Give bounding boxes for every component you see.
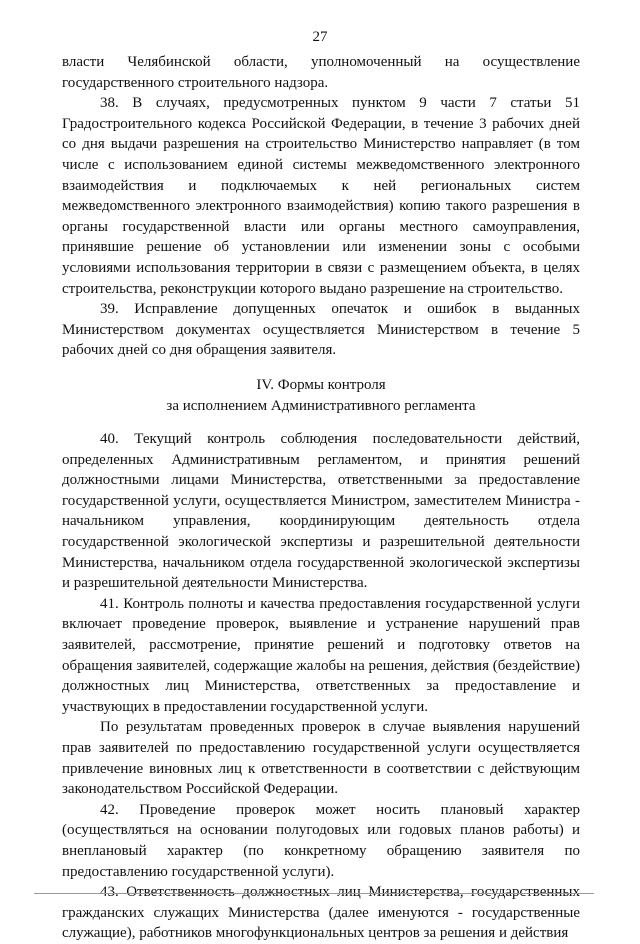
page-number: 27 bbox=[312, 29, 328, 45]
paragraph-38: 38. В случаях, предусмотренных пунктом 9 части 7 статьи 51 Градостроительного кодекса Российской Федерации, в течение 3 рабочих дней со дня выдачи разрешения на строительство Министерство направляет (в том числе с использованием единой системы межведомственного электронного взаимодействия и подключаемых к ней региональных систем межведомственного электронного взаимодействия) копию такого разрешения в органы государственной власти или органы местного самоуправления, принявшие решение об установлении или изменении зоны с особыми условиями использования территории в связи с размещением объекта, в целях строительства, реконструкции которого выдано разрешение на строительство. bbox=[62, 95, 580, 297]
section-heading-line-2: за исполнением Административного регламента bbox=[166, 397, 476, 414]
paragraph-42: 42. Проведение проверок может носить плановый характер (осуществляться на основании полугодовых или годовых планов работы) и внеплановый характер (по конкретному обращению заявителя по предоставлению государственной услуги). bbox=[62, 801, 580, 880]
bottom-rule bbox=[34, 893, 594, 894]
section-heading-line-1: IV. Формы контроля bbox=[256, 376, 386, 393]
paragraph: власти Челябинской области, уполномоченный на осуществление государственного строительного надзора. bbox=[62, 54, 580, 91]
paragraph-40: 40. Текущий контроль соблюдения последовательности действий, определенных Административным регламентом, и принятия решений должностными лицами Министерства, ответственными за предоставление государственной услуги, осуществляется Министром, заместителем Министра - начальником управления, координирующим деятельность отдела государственной экологической экспертизы и разрешительной деятельности Министерства, начальником отдела государственной экологической экспертизы и разрешительной деятельности Министерства. bbox=[62, 431, 580, 592]
paragraph-results: По результатам проведенных проверок в случае выявления нарушений прав заявителей по предоставлению государственной услуги осуществляется привлечение виновных лиц к ответственности в соответствии с действующим законодательством Российской Федерации. bbox=[62, 719, 580, 798]
paragraph-39: 39. Исправление допущенных опечаток и ошибок в выданных Министерством документах осуществляется Министерством в течение 5 рабочих дней со дня обращения заявителя. bbox=[62, 301, 580, 359]
paragraph-41: 41. Контроль полноты и качества предоставления государственной услуги включает проведение проверок, выявление и устранение нарушений прав заявителей, рассмотрение, принятие решений и подготовку ответов на обращения заявителей, содержащие жалобы на решения, действия (бездействие) должностных лиц Министерства, ответственных за предоставление и участвующих в предоставлении государственной услуги. bbox=[62, 595, 580, 715]
document-body bbox=[62, 52, 580, 944]
paragraph-43: 43. Ответственность должностных лиц Министерства, государственных гражданских служащих Министерства (далее именуются - государственные служащие), работников многофункциональных центров за решения и действия bbox=[62, 884, 580, 942]
section-heading bbox=[62, 375, 580, 416]
